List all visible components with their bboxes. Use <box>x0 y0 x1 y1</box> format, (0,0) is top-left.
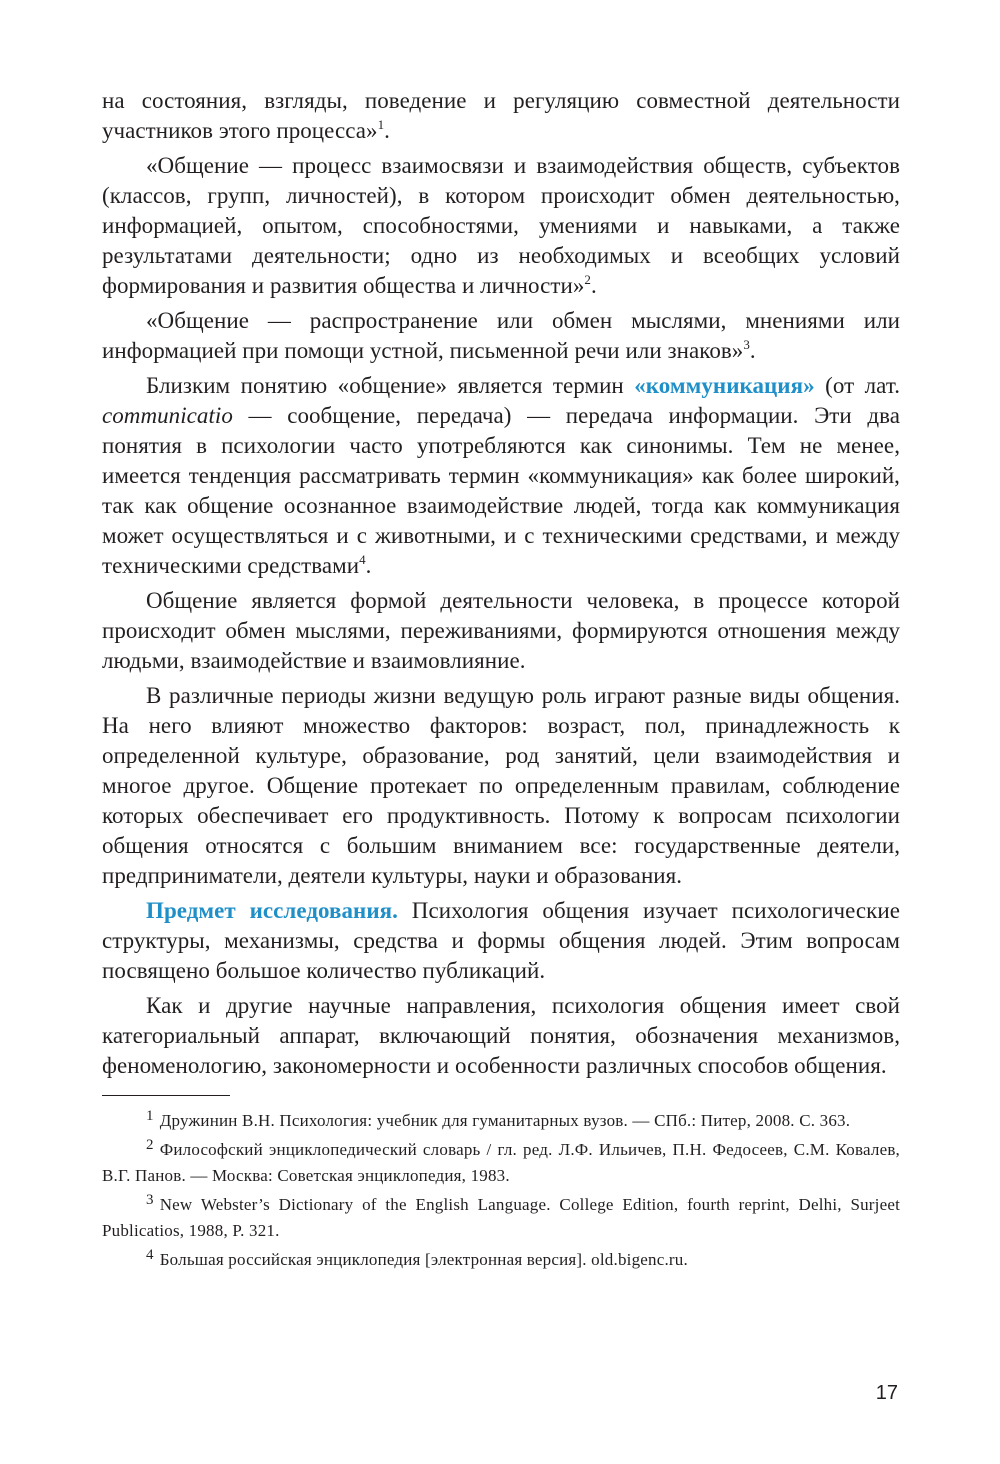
paragraph-5: Общение является формой деятельности человека, в процессе которой происходит обмен мыслями, переживаниями, формируются отношения между людьми, взаимодействие и взаимовлияние. <box>102 588 900 673</box>
section-heading-subject: Предмет исследования. <box>146 898 398 923</box>
footnote-text-4: Большая российская энциклопедия [электронная версия]. old.bigenc.ru. <box>159 1250 688 1269</box>
term-communication: «коммуникация» <box>634 373 815 398</box>
latin-term: communicatio <box>102 403 233 428</box>
footnote-3 <box>102 1192 900 1244</box>
paragraph-4-end: . <box>365 553 372 578</box>
footnote-text-1: Дружинин В.Н. Психология: учебник для гуманитарных вузов. — СПб.: Питер, 2008. С. 363. <box>159 1111 851 1130</box>
paragraph-3-end: . <box>749 338 756 363</box>
footnote-number-4: 4 <box>146 1247 154 1263</box>
footnote-2 <box>102 1137 900 1189</box>
paragraph-2-text: «Общение — процесс взаимосвязи и взаимодействия обществ, субъектов (классов, групп, личностей), в котором происходит обмен деятельностью, информацией, опытом, способностями, умениями и навыками, а также результатами деятельности; одно из необходимых и всеобщих условий формирования и развития общества и личности» <box>102 153 900 298</box>
footnote-text-3: New Webster’s Dictionary of the English Language. College Edition, fourth reprint, Delhi, Surjeet Publicatios, 1988, P. 321. <box>102 1195 900 1240</box>
paragraph-1: на состояния, взгляды, поведение и регуляцию совместной деятельности участников этого процесса»$^1$. <box>102 88 900 143</box>
footnote-ref-4[interactable]: 4 <box>359 552 366 567</box>
paragraph-2 <box>102 151 900 301</box>
paragraph-4-before: Близким понятию «общение» является термин <box>146 373 635 398</box>
page-content <box>102 86 900 1273</box>
footnote-number-3: 3 <box>146 1192 154 1208</box>
page-number: 17 <box>875 1382 898 1404</box>
paragraph-2-end: . <box>590 273 597 298</box>
footnote-ref-2[interactable]: 2 <box>584 272 591 287</box>
paragraph-3-text: «Общение — распространение или обмен мыслями, мнениями или информацией при помощи устной, письменной речи или знаков» <box>102 308 900 363</box>
paragraph-7-text: Психология общения изучает психологические структуры, механизмы, средства и формы общения людей. Этим вопросам посвящено большое количество публикаций. <box>102 898 900 983</box>
paragraph-8: Как и другие научные направления, психология общения имеет свой категориальный аппарат, включающий понятия, обозначения механизмов, феноменологию, закономерности и особенности различных способов общения. <box>102 993 900 1078</box>
paragraph-4-mid: (от лат. <box>814 373 900 398</box>
footnote-number-2: 2 <box>146 1137 154 1153</box>
footnote-number-1: 1 <box>146 1108 154 1124</box>
paragraph-7 <box>102 896 900 986</box>
footnote-ref-3[interactable]: 3 <box>743 337 750 352</box>
footnote-divider <box>102 1095 230 1096</box>
footnote-text-2: Философский энциклопедический словарь / гл. ред. Л.Ф. Ильичев, П.Н. Федосеев, С.М. Ковалев, В.Г. Панов. — Москва: Советская энциклопедия, 1983. <box>102 1140 900 1185</box>
footnotes <box>102 1108 900 1273</box>
paragraph-4-after: — сообщение, передача) — передача информации. Эти два понятия в психологии часто употребляются как синонимы. Тем не менее, имеется тенденция рассматривать термин «коммуникация» как более широкий, так как общение осознанное взаимодействие людей, тогда как коммуникация может осуществляться и с животными, и с техническими средствами, и между техническими средствами <box>102 403 900 578</box>
paragraph-1-text: на состояния, взгляды, поведение и регуляцию совместной деятельности участников этого процесса» <box>102 88 900 143</box>
paragraph-4 <box>102 371 900 581</box>
footnote-1 <box>102 1108 900 1134</box>
paragraph-6: В различные периоды жизни ведущую роль играют разные виды общения. На него влияют множество факторов: возраст, пол, принадлежность к определенной культуре, образование, род занятий, цели взаимодействия и многое другое. Общение протекает по определенным правилам, соблюдение которых обеспечивает его продуктивность. Потому к вопросам психологии общения относятся с большим вниманием все: государственные деятели, предприниматели, деятели культуры, науки и образования. <box>102 683 900 888</box>
paragraph-3 <box>102 306 900 366</box>
footnote-4 <box>102 1247 900 1273</box>
footnote-ref-1[interactable]: 1 <box>377 117 385 132</box>
